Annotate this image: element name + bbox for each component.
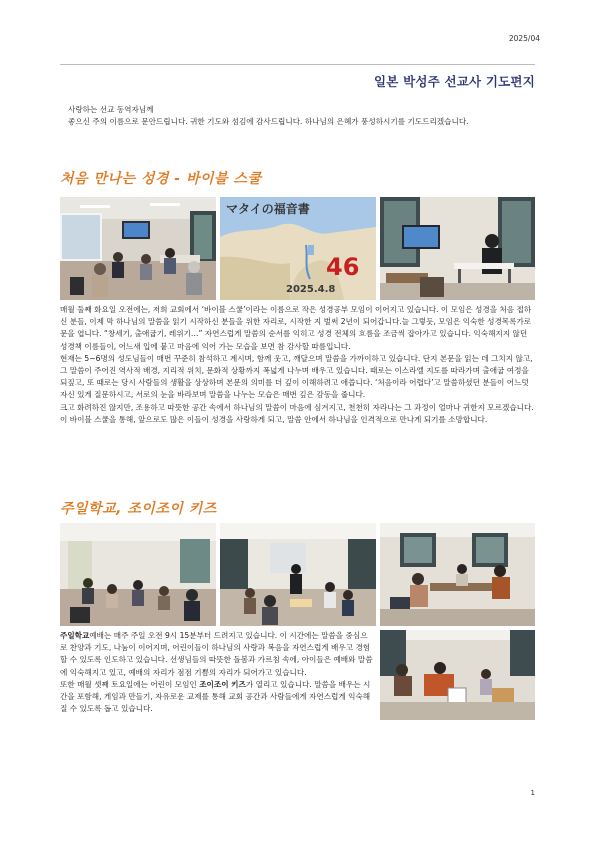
joy-joy-kids-intro: 또한 매월 셋째 토요일에는 어린이 모임인	[60, 679, 200, 689]
letter-date: 2025/04	[508, 34, 540, 43]
map-slide-title: マタイの福音書	[226, 202, 310, 216]
bible-school-paragraph: 매월 둘째 화요일 오전에는, 저희 교회에서 ‘바이블 스쿨’이라는 이름으로 작은 성경공부 모임이 이어지고 있습니다. 이 모임은 성경을 처음 접하신 분들, 이제 막 하나님의 말씀을 읽기 시작하신 분들을 위한 자리로, 시작한 지 벌써 2년이 되어갑니다.늘 그렇듯, 모임은 익숙한 성경목록가로 문을 엽니다. “창세기, 출애굽기, 레위기…” 자연스럽게 말씀의 순서를 익히고 성경 전체의 흐름을 조금씩 잡아가고 있습니다. 익숙해지지 않던 성경책 이름들이, 어느새 입에 붙고 마음에 익어 가는 모습을 보면 참 감사할 따름입니다.	[60, 305, 532, 351]
letter-title: 일본 박성주 선교사 기도편지	[374, 74, 535, 89]
sunday-school-table-photo	[380, 523, 535, 626]
bible-school-paragraph: 현재는 5~6명의 성도님들이 매번 꾸준히 참석하고 계시며, 함께 웃고, 깨달으며 말씀을 가까이하고 있습니다. 단지 본문을 읽는 데 그치지 않고, 그 말씀이 주어진 역사적 배경, 지리적 위치, 문화적 상황까지 폭넓게 나누며 배우고 있습니다. 때로는 이스라엘 지도를 따라가며 출애굽 여정을 되짚고, 또 때로는 당시 사람들의 생활을 상상하며 본문의 의미를 더 깊이 이해하려고 애씁니다. ‘처음이라 어렵다’고 말씀하셨던 분들이 어느덧 자신 있게 질문하시고, 서로의 눈을 바라보며 말씀을 나누는 모습은 매번 깊은 감동을 줍니다.	[60, 353, 533, 400]
sunday-school-term: 주일학교	[60, 631, 90, 640]
section-heading-sunday-school: 주일학교, 조이조이 키즈	[60, 501, 217, 517]
joy-joy-kids-term: 조이조이 키즈	[199, 679, 246, 689]
page-number: 1	[530, 789, 535, 797]
sunday-school-description	[60, 630, 374, 715]
bible-school-teacher-photo	[380, 197, 535, 300]
joy-joy-kids-paragraph	[60, 679, 374, 716]
joy-joy-kids-craft-photo	[380, 630, 535, 720]
section-heading-bible-school: 처음 만나는 성경 - 바이블 스쿨	[60, 171, 262, 187]
sunday-school-room-photo	[60, 523, 216, 626]
joy-joy-kids-text: 가 열리고 있습니다. 말씀을 배우는 시간을 포함해, 게임과 만들기, 자유로운 교제를 통해 교회 공간과 사람들에게 자연스럽게 익숙해질 수 있도록 돕고 있습니다.	[60, 679, 371, 714]
bible-school-classroom-photo	[60, 197, 216, 300]
map-slide-date: 2025.4.8	[286, 284, 336, 295]
greeting-body: 좋으신 주의 이름으로 문안드립니다. 귀한 기도와 섬김에 감사드립니다. 하나님의 은혜가 풍성하시기를 기도드리겠습니다.	[68, 117, 469, 126]
matthew-map-slide-photo	[220, 197, 376, 300]
sunday-school-text: 예배는 매주 주일 오전 9시 15분부터 드려지고 있습니다. 이 시간에는 말씀을 중심으로 찬양과 기도, 나눔이 이어지며, 어린이들이 하나님의 사랑과 복음을 자연스럽게 배우고 경험할 수 있도록 인도하고 있습니다. 선생님들의 따뜻한 돌봄과 가르침 속에, 아이들은 예배와 말씀에 익숙해지고 있고, 예배의 자리가 점점 기쁨의 자리가 되어가고 있습니다.	[60, 631, 373, 677]
sunday-school-paragraph	[60, 630, 374, 679]
sunday-school-circle-photo	[220, 523, 376, 626]
map-slide-number: 46	[326, 253, 360, 281]
header-divider	[60, 64, 535, 65]
greeting-salutation: 사랑하는 선교 동역자님께	[68, 105, 154, 114]
bible-school-paragraph: 크고 화려하진 않지만, 조용하고 따뜻한 공간 속에서 하나님의 말씀이 마음에 심겨지고, 천천히 자라나는 그 과정이 얼마나 귀한지 모르겠습니다. 이 바이블 스쿨을 통해, 앞으로도 많은 이들이 성경을 사랑하게 되고, 말씀 안에서 하나님을 인격적으로 만나게 되기를 소망합니다.	[60, 402, 534, 424]
bible-school-description	[60, 304, 535, 426]
